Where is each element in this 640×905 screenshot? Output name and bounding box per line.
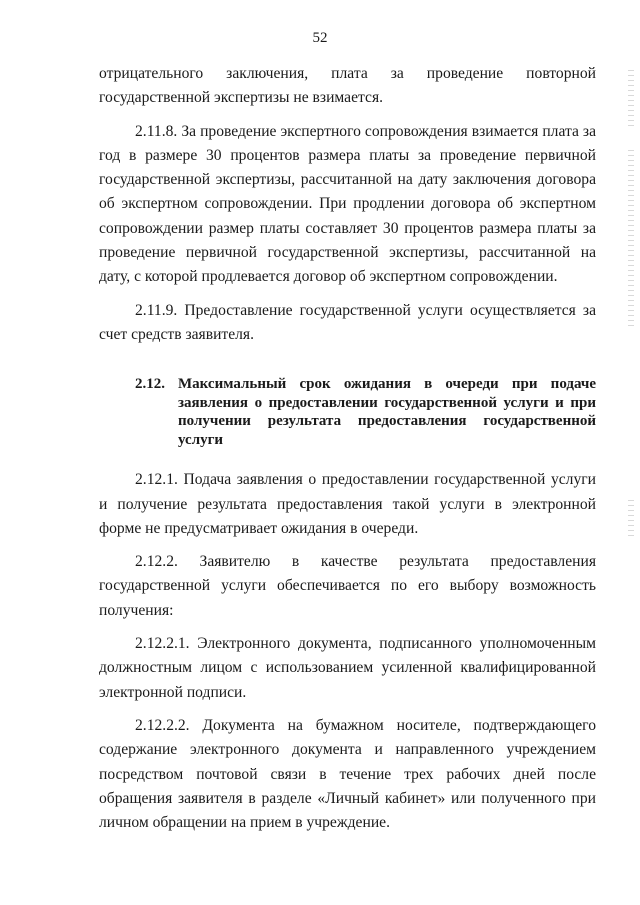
paragraph-2-12-2: 2.12.2. Заявителю в качестве результата предоставления государственной услуги обеспечивается по его выбору возможность получения: — [99, 553, 596, 619]
paragraph-2-12-1: 2.12.1. Подача заявления о предоставлении государственной услуги и получение результата предоставления такой услуги в электронной форме не предусматривает ожидания в очереди. — [99, 471, 596, 537]
section-title: Максимальный срок ожидания в очереди при подаче заявления о предоставлении государственной услуги и при получении результата предоставления государственной услуги — [178, 376, 596, 448]
paragraph-2-11-8: 2.11.8. За проведение экспертного сопровождения взимается плата за год в размере 30 процентов размера платы за проведение первичной государственной экспертизы, рассчитанной на дату заключения договора об экспертном сопровождении. При продлении договора об экспертном сопровождении размер платы составляет 30 процентов размера платы за проведение первичной государственной экспертизы, рассчитанной на дату, с которой продлевается договор об экспертном сопровождении. — [99, 122, 596, 286]
document-body — [99, 62, 596, 835]
paragraph-2-12-2-2: 2.12.2.2. Документа на бумажном носителе, подтверждающего содержание электронного документа и направленного учреждением посредством почтовой связи в течение трех рабочих дней после обращения заявителя в разделе «Личный кабинет» или полученного при личном обращении на прием в учреждение. — [99, 716, 596, 832]
section-number: 2.12. — [135, 376, 165, 393]
paragraph-2-12-2-1: 2.12.2.1. Электронного документа, подписанного уполномоченным должностным лицом с использованием усиленной квалифицированной электронной подписи. — [99, 635, 596, 701]
paragraph-continuation: отрицательного заключения, плата за проведение повторной государственной экспертизы не взимается. — [99, 65, 596, 107]
scan-artifact — [628, 500, 634, 540]
scan-artifact — [628, 150, 634, 330]
paragraph-2-11-9: 2.11.9. Предоставление государственной услуги осуществляется за счет средств заявителя. — [99, 301, 596, 343]
section-heading — [99, 375, 596, 449]
scan-artifact — [628, 70, 634, 130]
page-number: 52 — [312, 30, 328, 46]
